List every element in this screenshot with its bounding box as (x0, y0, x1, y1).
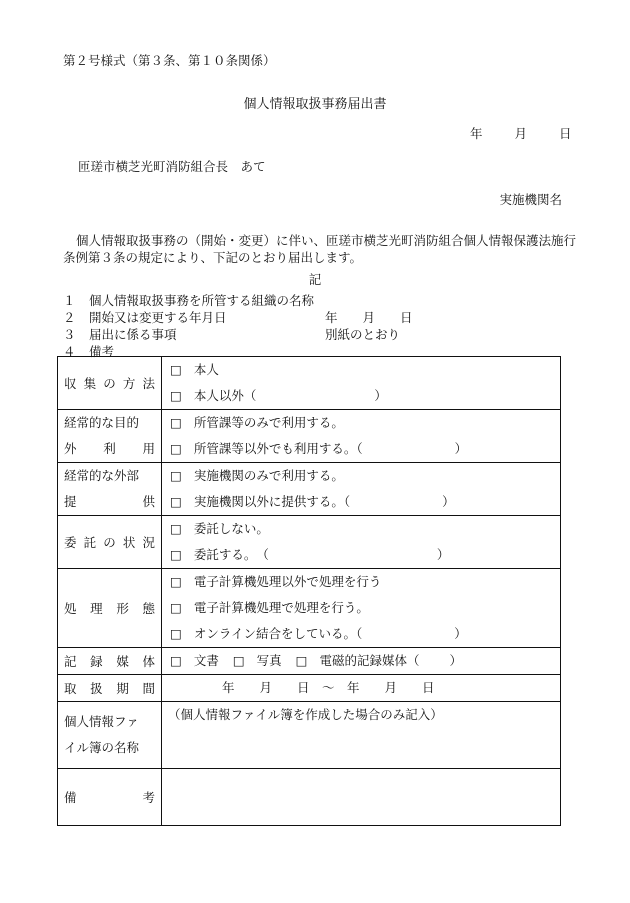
remarks-value-cell[interactable] (162, 769, 561, 826)
option-online[interactable]: □ オンライン結合をしている。（ ） (162, 621, 560, 647)
table-row (58, 516, 561, 569)
table-row (58, 357, 561, 410)
file-name-note: （個人情報ファイル簿を作成した場合のみ記入） (168, 707, 443, 722)
checkbox[interactable]: □ (170, 468, 182, 483)
outsourcing-options (162, 516, 561, 569)
handling-period-value[interactable]: 年 月 日 ～ 年 月 日 (222, 680, 435, 695)
date-line (470, 124, 572, 142)
ki-heading: 記 (308, 272, 322, 287)
collection-method-label: 収 集 の 方 法 (64, 376, 155, 391)
table-row (58, 463, 561, 516)
option-provide-other[interactable]: □ 実施機関以外に提供する。（ ） (162, 489, 560, 515)
option-no-outsourcing[interactable]: □ 委託しない。 (162, 516, 560, 542)
date-month: 月 (514, 126, 528, 141)
date-day: 日 (559, 126, 572, 141)
handling-period-label-cell (58, 675, 162, 702)
file-name-label-1: 個人情報ファ (64, 714, 139, 729)
table-row (58, 675, 561, 702)
date-year: 年 (470, 126, 483, 141)
checkbox[interactable]: □ (170, 600, 182, 615)
option-photo[interactable]: 写真 (256, 653, 282, 668)
option-other-than-self[interactable]: □ 本人以外（ ） (162, 383, 560, 409)
handling-period-value-cell (162, 675, 561, 702)
remarks-label: 備 考 (64, 790, 155, 805)
collection-method-label-cell (58, 357, 162, 410)
document-title: 個人情報取扱事務届出書 (243, 97, 387, 112)
registration-form-table (57, 356, 561, 826)
internal-use-label-2: 外 利 用 (64, 441, 155, 456)
internal-use-options (162, 410, 561, 463)
table-row (58, 648, 561, 675)
external-provision-label-cell (58, 463, 162, 516)
option-electronic[interactable]: 電磁的記録媒体（ (319, 653, 420, 668)
checkbox[interactable]: □ (170, 626, 182, 641)
handling-period-label: 取 扱 期 間 (64, 681, 155, 696)
item-label: 届出に係る事項 (89, 327, 177, 342)
list-item (63, 308, 413, 326)
file-name-label-2: イル簿の名称 (64, 740, 140, 755)
option-org-only[interactable]: □ 実施機関のみで利用する。 (162, 463, 560, 489)
outsourcing-label: 委 託 の 状 況 (64, 535, 155, 550)
option-other-dept[interactable]: □ 所管課等以外でも利用する。（ ） (162, 436, 560, 462)
item-number: ３ (63, 327, 76, 342)
option-dept-only[interactable]: □ 所管課等のみで利用する。 (162, 410, 560, 436)
external-provision-options (162, 463, 561, 516)
checkbox[interactable]: □ (295, 653, 308, 668)
recording-media-options (162, 648, 561, 675)
processing-form-label-cell (58, 569, 162, 648)
checkbox[interactable]: □ (232, 653, 245, 668)
item-label: 開始又は変更する年月日 (89, 310, 227, 325)
item-value: 年 月 日 (325, 310, 413, 325)
item-number: １ (63, 293, 76, 308)
table-row (58, 410, 561, 463)
checkbox[interactable]: □ (170, 441, 182, 456)
recording-media-label-cell (58, 648, 162, 675)
collection-method-options (162, 357, 561, 410)
checkbox[interactable]: □ (170, 547, 182, 562)
body-text: 個人情報取扱事務の（開始・変更）に伴い、匝瑳市横芝光町消防組合個人情報保護法施行条例第３条の規定により、下記のとおり届出します。 (63, 233, 577, 265)
addressee: 匝瑳市横芝光町消防組合長 あて (78, 159, 266, 174)
option-document[interactable]: 文書 (193, 653, 219, 668)
checkbox[interactable]: □ (170, 388, 182, 403)
item-label: 備考 (89, 344, 115, 359)
media-options-line: □ 文書 □ 写真 □ 電磁的記録媒体（ ） (162, 648, 560, 674)
external-provision-label-1: 経常的な外部 (64, 468, 140, 483)
option-non-computer[interactable]: □ 電子計算機処理以外で処理を行う (162, 569, 560, 595)
item-label: 個人情報取扱事務を所管する組織の名称 (89, 293, 315, 308)
checkbox[interactable]: □ (170, 521, 182, 536)
processing-form-label: 処 理 形 態 (64, 601, 155, 616)
table-row (58, 702, 561, 769)
processing-form-options (162, 569, 561, 648)
option-outsourcing[interactable]: □ 委託する。 （ ） (162, 542, 560, 568)
checkbox[interactable]: □ (170, 494, 182, 509)
internal-use-label-cell (58, 410, 162, 463)
item-number: ２ (63, 310, 76, 325)
file-name-label-cell (58, 702, 162, 769)
checkbox[interactable]: □ (170, 574, 182, 589)
list-item (63, 291, 314, 309)
item-number: ４ (63, 344, 76, 359)
remarks-label-cell (58, 769, 162, 826)
external-provision-label-2: 提 供 (64, 494, 155, 509)
file-name-value-cell[interactable] (162, 702, 561, 769)
recording-media-label: 記 録 媒 体 (64, 654, 155, 669)
table-row (58, 569, 561, 648)
table-row (58, 769, 561, 826)
option-self[interactable]: □ 本人 (162, 357, 560, 383)
option-computer[interactable]: □ 電子計算機処理で処理を行う。 (162, 595, 560, 621)
item-value: 別紙のとおり (325, 327, 401, 342)
outsourcing-label-cell (58, 516, 162, 569)
implementing-org-label: 実施機関名 (499, 192, 562, 207)
checkbox[interactable]: □ (170, 415, 182, 430)
form-number: 第２号様式（第３条、第１０条関係） (63, 53, 276, 68)
checkbox[interactable]: □ (170, 653, 182, 668)
list-item (63, 325, 400, 343)
checkbox[interactable]: □ (170, 362, 182, 377)
internal-use-label-1: 経常的な目的 (64, 415, 140, 430)
